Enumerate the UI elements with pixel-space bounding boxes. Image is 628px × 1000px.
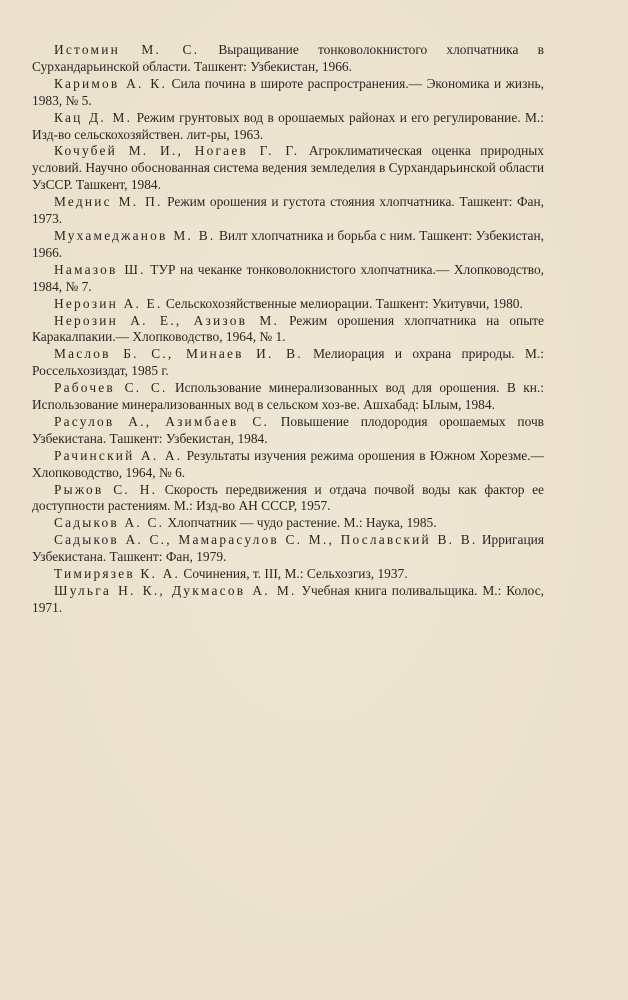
reference-entry bbox=[32, 532, 544, 566]
reference-author: Рыжов С. Н. bbox=[54, 481, 158, 497]
reference-text: Сочинения, т. III, М.: Сельхозгиз, 1937. bbox=[180, 566, 408, 582]
reference-author: Рабочев С. С. bbox=[54, 380, 168, 396]
reference-entry bbox=[32, 110, 544, 144]
reference-author: Шульга Н. К., Дукмасов А. М. bbox=[54, 583, 297, 598]
reference-entry bbox=[32, 42, 544, 76]
reference-text: Режим орошения хлопчатника на опыте Каракалпакии.— Хлопководство, 1964, № 1. bbox=[32, 312, 544, 345]
reference-text: Скорость передвижения и отдача почвой воды как фактор ее доступности растениям. М.: Изд-во АН СССР, 1957. bbox=[32, 481, 544, 514]
reference-entry bbox=[32, 583, 544, 617]
reference-text: Сила почина в широте распространения.— Экономика и жизнь, 1983, № 5. bbox=[32, 75, 544, 108]
reference-entry bbox=[32, 313, 544, 347]
reference-entry bbox=[32, 262, 544, 296]
reference-entry bbox=[32, 515, 544, 532]
reference-text: Результаты изучения режима орошения в Южном Хорезме.— Хлопководство, 1964, № 6. bbox=[32, 447, 544, 480]
reference-author: Рачинский А. А. bbox=[54, 447, 183, 463]
reference-author: Истомин М. С. bbox=[54, 42, 200, 57]
reference-entry bbox=[32, 143, 544, 194]
reference-entry bbox=[32, 346, 544, 380]
reference-text: Ирригация Узбекистана. Ташкент: Фан, 1979. bbox=[32, 532, 544, 565]
reference-text: Хлопчатник — чудо растение. М.: Наука, 1985. bbox=[164, 515, 437, 531]
reference-entry bbox=[32, 76, 544, 110]
reference-entry bbox=[32, 414, 544, 448]
reference-text: Мелиорация и охрана природы. М.: Россельхозиздат, 1985 г. bbox=[32, 346, 544, 379]
reference-author: Мухамеджанов М. В. bbox=[54, 227, 216, 243]
reference-author: Маслов Б. С., Минаев И. В. bbox=[54, 346, 303, 362]
bibliography-list bbox=[32, 42, 544, 617]
reference-entry bbox=[32, 380, 544, 414]
reference-entry bbox=[32, 566, 544, 583]
reference-text: Агроклиматическая оценка природных условий. Научно обоснованная система ведения земледелия в Сурхандарьинской области УзССР. Ташкент, 1984. bbox=[32, 143, 544, 193]
reference-text: Сельскохозяйственные мелиорации. Ташкент: Укитувчи, 1980. bbox=[162, 295, 523, 311]
reference-author: Каримов А. К. bbox=[54, 75, 167, 91]
reference-text: Вилт хлопчатника и борьба с ним. Ташкент: Узбекистан, 1966. bbox=[32, 227, 544, 260]
reference-author: Нерозин А. Е. bbox=[54, 295, 163, 311]
reference-author: Кочубей М. И., Ногаев Г. Г. bbox=[54, 143, 300, 159]
reference-text: Режим грунтовых вод в орошаемых районах и его регулирование. М.: Изд-во сельскохозяйствен. лит-ры, 1963. bbox=[32, 109, 544, 142]
reference-text: Повышение плодородия орошаемых почв Узбекистана. Ташкент: Узбекистан, 1984. bbox=[32, 413, 545, 446]
reference-text: Использование минерализованных вод для орошения. В кн.: Использование минерализованных вод в сельском хоз-ве. Ашхабад: Ылым, 1984. bbox=[32, 380, 544, 413]
reference-text: Выращивание тонковолокнистого хлопчатника в Сурхандарьинской области. Ташкент: Узбекистан, 1966. bbox=[32, 42, 544, 74]
reference-author: Кац Д. М. bbox=[54, 109, 133, 125]
reference-author: Садыков А. С. bbox=[54, 515, 165, 531]
reference-text: Учебная книга поливальщика. М.: Колос, 1971. bbox=[32, 583, 544, 615]
reference-author: Садыков А. С., Мамарасулов С. М., Пославский В. В. bbox=[54, 532, 478, 548]
reference-author: Нерозин А. Е., Азизов М. bbox=[54, 312, 280, 328]
reference-entry bbox=[32, 296, 544, 313]
reference-text: ТУР на чеканке тонковолокнистого хлопчатника.— Хлопководство, 1984, № 7. bbox=[32, 261, 544, 294]
reference-entry bbox=[32, 228, 544, 262]
reference-author: Расулов А., Азимбаев С. bbox=[54, 413, 270, 429]
reference-author: Намазов Ш. bbox=[54, 261, 146, 277]
reference-entry bbox=[32, 482, 544, 516]
reference-text: Режим орошения и густота стояния хлопчатника. Ташкент: Фан, 1973. bbox=[32, 194, 545, 227]
reference-author: Меднис М. П. bbox=[54, 194, 163, 210]
reference-author: Тимирязев К. А. bbox=[54, 566, 181, 582]
reference-entry bbox=[32, 194, 544, 228]
reference-entry bbox=[32, 448, 544, 482]
